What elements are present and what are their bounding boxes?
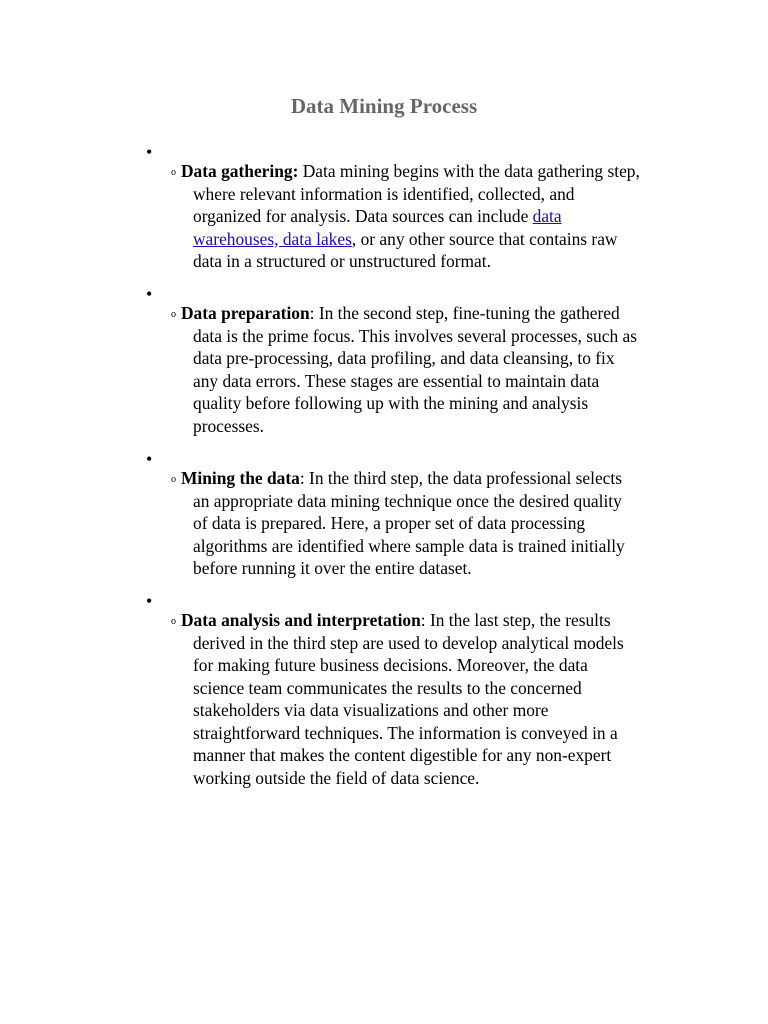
item-text xyxy=(181,609,681,789)
item-line: of data is prepared. Here, a proper set of data processing xyxy=(193,513,586,533)
item-label: Data preparation xyxy=(181,303,310,323)
data-warehouses-link-part2[interactable]: warehouses, data lakes xyxy=(193,228,352,249)
item-line: : In the third step, the data professional selects xyxy=(299,468,622,488)
page-title: Data Mining Process xyxy=(290,94,478,118)
item-line: data is the prime focus. This involves several processes, such as xyxy=(193,325,637,346)
item-line: where relevant information is identified, collected, and xyxy=(193,183,575,204)
data-warehouses-link-part1[interactable]: data xyxy=(532,206,562,226)
item-line: science team communicates the results to the concerned xyxy=(193,677,582,698)
item-line: working outside the field of data science. xyxy=(193,767,480,788)
outer-bullet: • xyxy=(146,449,153,469)
sub-bullet: o xyxy=(171,309,176,320)
item-line: an appropriate data mining technique once the desired quality xyxy=(193,490,622,511)
outer-bullet: • xyxy=(146,142,153,162)
item-label: Data gathering: xyxy=(181,161,299,181)
item-line: stakeholders via data visualizations and other more xyxy=(193,700,549,720)
item-line: organized for analysis. Data sources can include xyxy=(193,206,533,226)
item-text xyxy=(181,467,681,580)
sub-bullet: o xyxy=(171,616,176,627)
item-text xyxy=(181,302,681,437)
item-line: processes. xyxy=(193,415,264,436)
item-line: any data errors. These stages are essential to maintain data xyxy=(193,370,600,391)
item-line: data pre-processing, data profiling, and data cleansing, to fix xyxy=(193,348,615,368)
item-line: for making future business decisions. Moreover, the data xyxy=(193,655,588,675)
sub-bullet: o xyxy=(171,474,176,485)
item-line: quality before following up with the mining and analysis xyxy=(193,393,589,413)
outer-bullet: • xyxy=(146,284,153,304)
item-line: before running it over the entire dataset. xyxy=(193,558,472,578)
item-label: Mining the data xyxy=(181,468,300,488)
item-line: algorithms are identified where sample data is trained initially xyxy=(193,535,625,556)
item-line: Data mining begins with the data gathering step, xyxy=(298,161,640,181)
item-line: : In the last step, the results xyxy=(420,610,611,630)
item-line: data in a structured or unstructured format. xyxy=(193,251,491,271)
item-line: straightforward techniques. The information is conveyed in a xyxy=(193,722,618,743)
item-line: , or any other source that contains raw xyxy=(351,228,618,249)
item-line: manner that makes the content digestible for any non-expert xyxy=(193,745,612,765)
sub-bullet: o xyxy=(171,167,176,178)
item-label: Data analysis and interpretation xyxy=(181,610,421,630)
outer-bullet: • xyxy=(146,591,153,611)
item-line: : In the second step, fine-tuning the gathered xyxy=(309,303,620,323)
item-text xyxy=(181,160,681,273)
item-line: derived in the third step are used to develop analytical models xyxy=(193,632,624,653)
